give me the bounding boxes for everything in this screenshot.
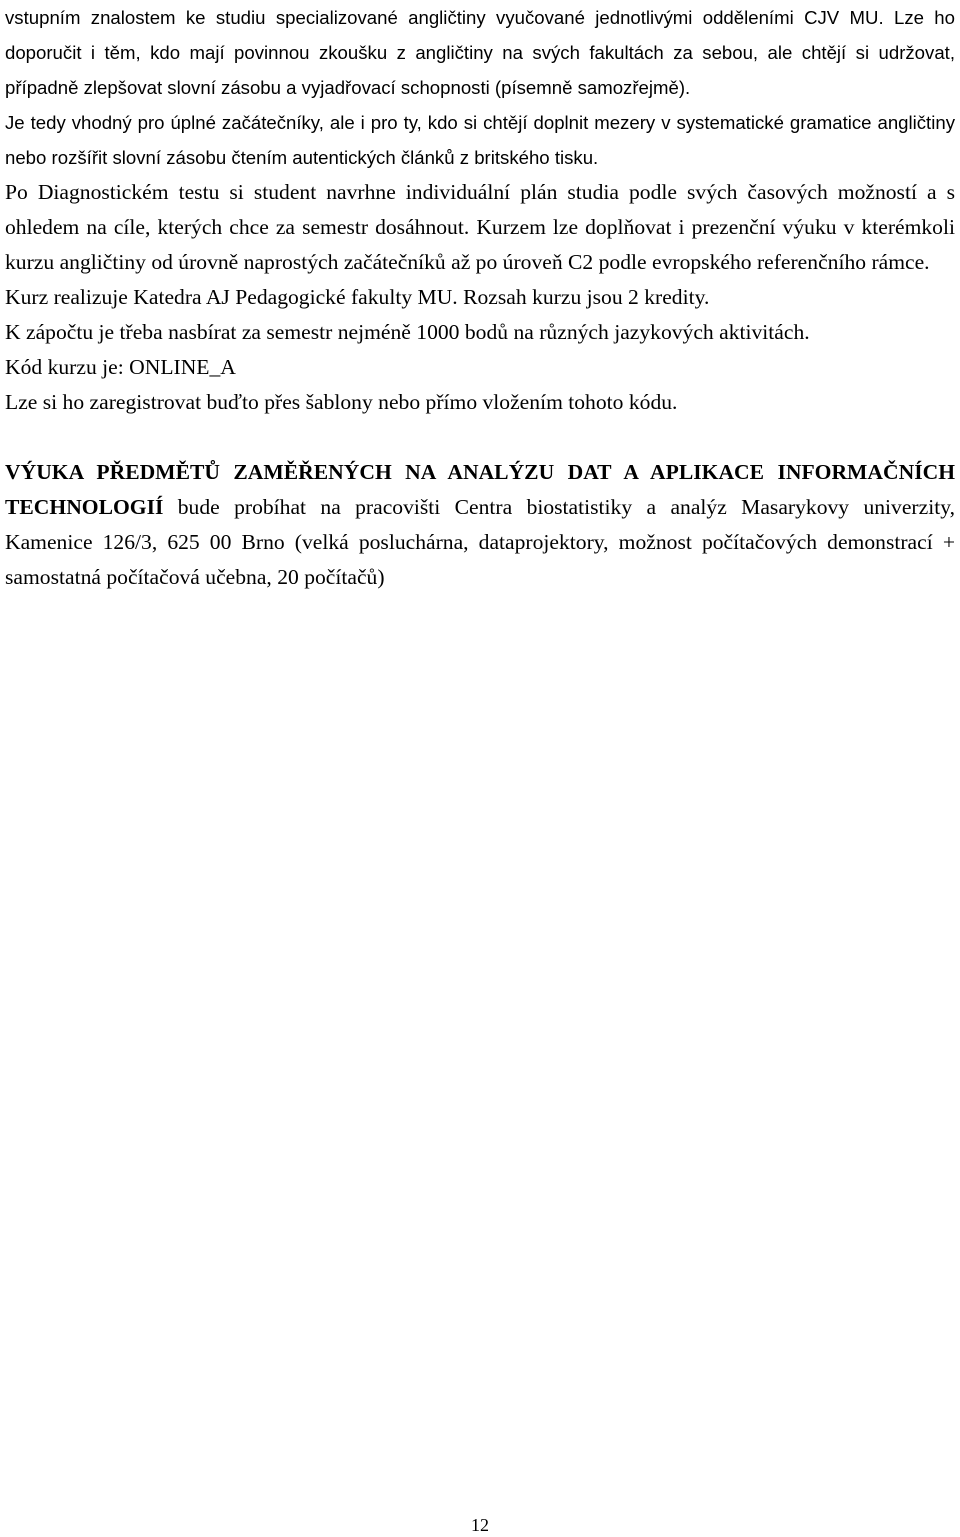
study-plan-paragraph	[5, 175, 955, 280]
section-body: bude probíhat na pracovišti Centra biostatistiky a analýz Masarykovy univerzity, Kamenice 126/3, 625 00 Brno (velká posluchárna, dataprojektory, možnost počítačových demonstrací + samostatná počítačová učebna, 20 počítačů)	[5, 495, 955, 589]
course-supplement-sentence: Kurzem lze doplňovat i prezenční výuku v kterémkoli kurzu angličtiny od úrovně naprostých začátečníků až po úroveň C2 podle evropského referenčního rámce.	[5, 215, 955, 274]
course-realization-line: Kurz realizuje Katedra AJ Pedagogické fakulty MU. Rozsah kurzu jsou 2 kredity.	[5, 285, 710, 309]
section-gap	[5, 420, 955, 455]
page-number: 12	[471, 1515, 489, 1535]
intro-paragraph-1: vstupním znalostem ke studiu specializované angličtiny vyučované jednotlivými odděleními CJV MU. Lze ho doporučit i těm, kdo mají povinnou zkoušku z angličtiny na svých fakultách za sebou, ale chtějí si udržovat, případně zlepšovat slovní zásobu a vyjadřovací schopnosti (písemně samozřejmě).	[5, 7, 955, 98]
course-code-line: Kód kurzu je: ONLINE_A	[5, 355, 236, 379]
diagnostic-test-sentence: Po Diagnostickém testu si student navrhne individuální plán studia podle svých časových možností a s ohledem na cíle, kterých chce za semestr dosáhnout.	[5, 180, 955, 239]
section-heading: VÝUKA PŘEDMĚTŮ ZAMĚŘENÝCH NA ANALÝZU DAT A APLIKACE INFORMAČNÍCH TECHNOLOGIÍ	[5, 460, 955, 519]
credit-requirement-line: K zápočtu je třeba nasbírat za semestr nejméně 1000 bodů na různých jazykových aktivitách.	[5, 320, 810, 344]
registration-line: Lze si ho zaregistrovat buďto přes šablony nebo přímo vložením tohoto kódu.	[5, 390, 678, 414]
intro-paragraph-2: Je tedy vhodný pro úplné začátečníky, ale i pro ty, kdo si chtějí doplnit mezery v systematické gramatice angličtiny nebo rozšířit slovní zásobu čtením autentických článků z britského tisku.	[5, 112, 955, 168]
document-page	[5, 0, 955, 595]
data-analysis-section	[5, 455, 955, 595]
